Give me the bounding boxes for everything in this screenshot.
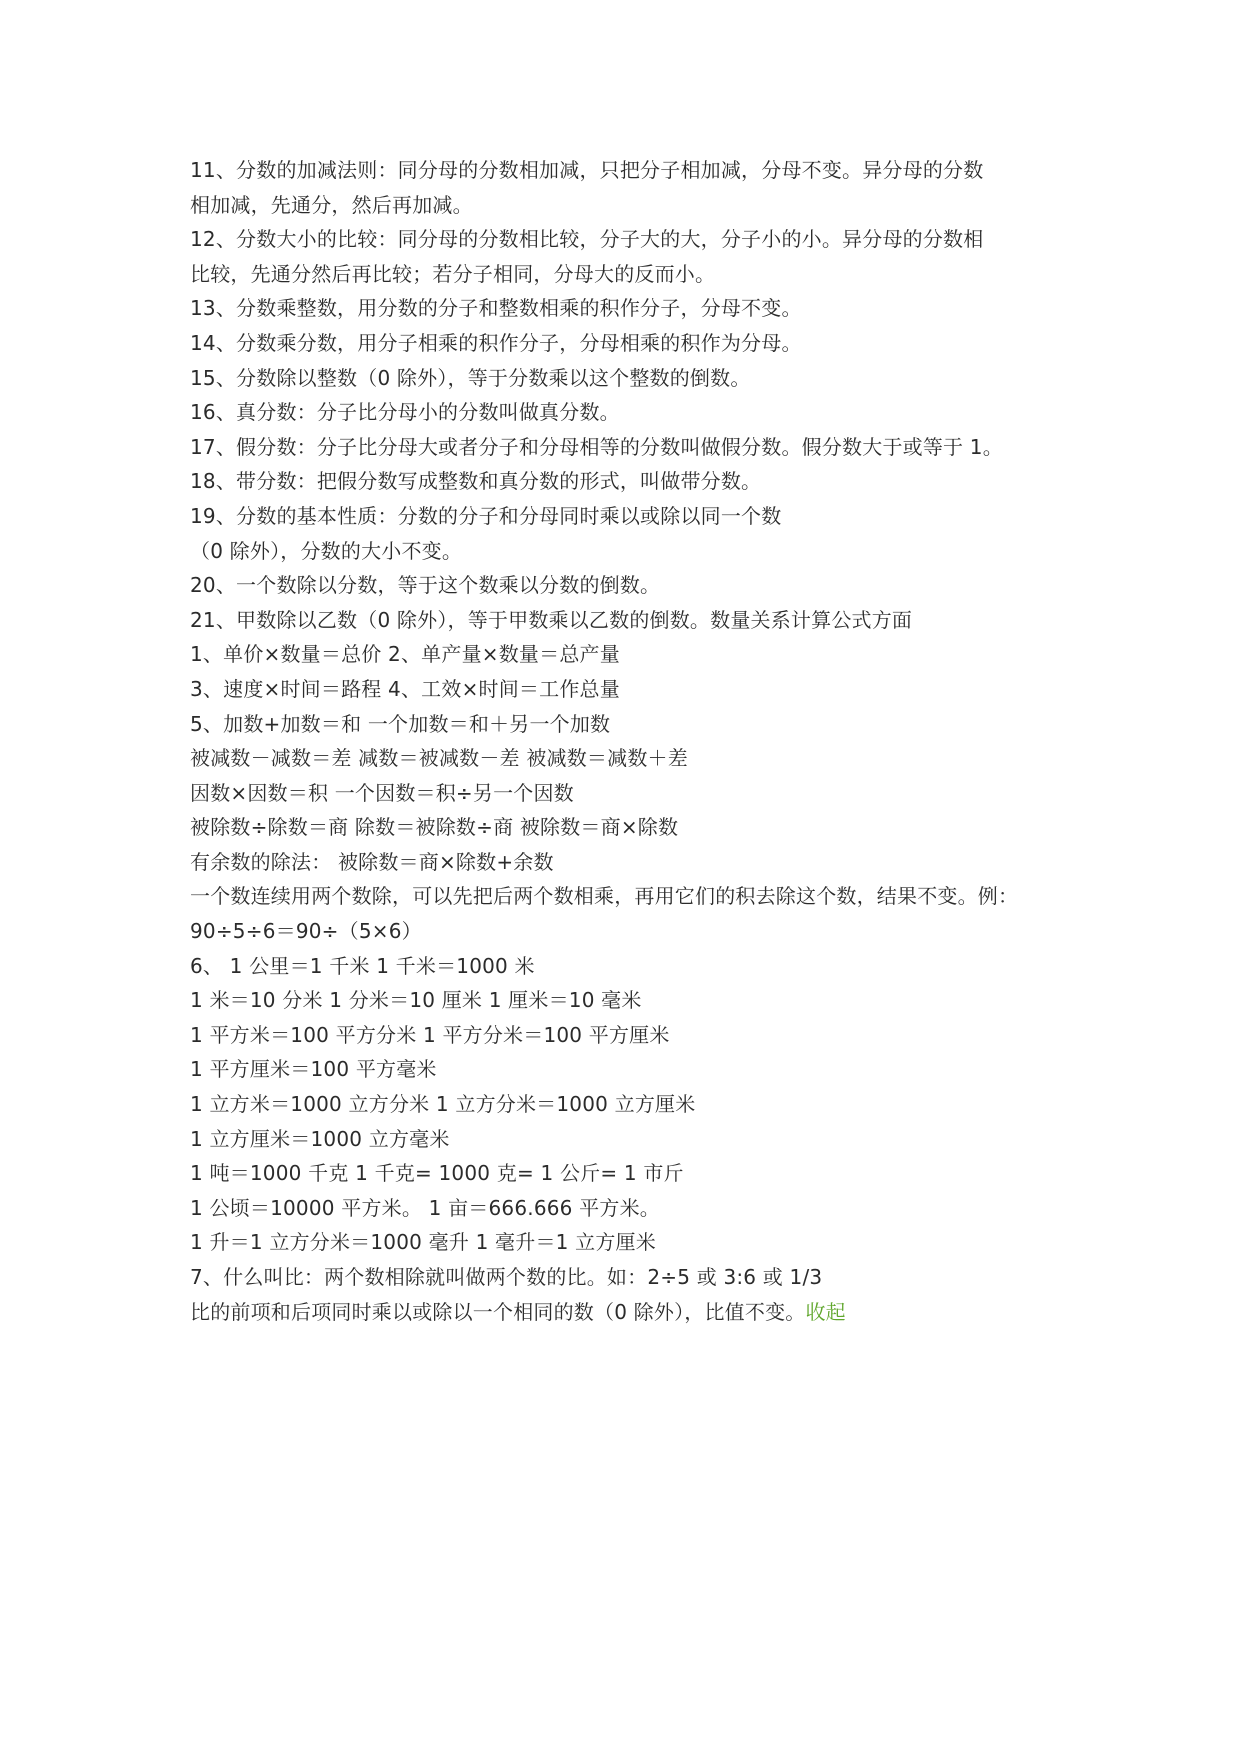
last-line-text: 比的前项和后项同时乘以或除以一个相同的数（0 除外），比值不变。	[190, 1299, 806, 1324]
text-line: 1 立方厘米＝1000 立方毫米	[190, 1126, 450, 1151]
text-line: 3、速度×时间＝路程 4、工效×时间＝工作总量	[190, 676, 620, 701]
text-line: 13、分数乘整数，用分数的分子和整数相乘的积作分子，分母不变。	[190, 296, 802, 321]
document-body	[190, 153, 1070, 1329]
text-line: 11、分数的加减法则：同分母的分数相加减，只把分子相加减，分母不变。异分母的分数	[190, 158, 984, 182]
text-line: 20、一个数除以分数，等于这个数乘以分数的倒数。	[190, 573, 661, 598]
text-line: 1 升＝1 立方分米＝1000 毫升 1 毫升＝1 立方厘米	[190, 1230, 656, 1255]
text-line: 被除数÷除数＝商 除数＝被除数÷商 被除数＝商×除数	[190, 815, 679, 840]
text-line: 比较，先通分然后再比较；若分子相同，分母大的反而小。	[190, 261, 716, 286]
text-line: 7、什么叫比：两个数相除就叫做两个数的比。如：2÷5 或 3:6 或 1/3	[190, 1265, 823, 1289]
last-line	[190, 1295, 1070, 1330]
text-line: 相加减，先通分，然后再加减。	[190, 192, 473, 217]
text-line: （0 除外），分数的大小不变。	[190, 538, 463, 563]
text-line: 90÷5÷6＝90÷（5×6）	[190, 919, 422, 944]
text-line: 1 吨＝1000 千克 1 千克= 1000 克= 1 公斤= 1 市斤	[190, 1161, 684, 1186]
text-line: 被减数－减数＝差 减数＝被减数－差 被减数＝减数＋差	[190, 746, 688, 771]
text-line: 一个数连续用两个数除，可以先把后两个数相乘，再用它们的积去除这个数，结果不变。例：	[190, 884, 1019, 909]
text-line: 14、分数乘分数，用分子相乘的积作分子，分母相乘的积作为分母。	[190, 330, 802, 355]
text-line: 1、单价×数量＝总价 2、单产量×数量＝总产量	[190, 642, 620, 667]
text-line: 17、假分数：分子比分母大或者分子和分母相等的分数叫做假分数。假分数大于或等于 1。	[190, 434, 1003, 459]
text-line: 5、加数+加数＝和 一个加数＝和＋另一个加数	[190, 711, 611, 736]
text-line: 6、 1 公里＝1 千米 1 千米＝1000 米	[190, 953, 535, 978]
text-line: 有余数的除法： 被除数＝商×除数+余数	[190, 849, 554, 874]
text-line: 19、分数的基本性质：分数的分子和分母同时乘以或除以同一个数	[190, 503, 782, 528]
text-line: 1 平方米＝100 平方分米 1 平方分米＝100 平方厘米	[190, 1022, 670, 1047]
text-line: 1 立方米＝1000 立方分米 1 立方分米＝1000 立方厘米	[190, 1092, 696, 1117]
text-line: 21、甲数除以乙数（0 除外），等于甲数乘以乙数的倒数。数量关系计算公式方面	[190, 607, 913, 632]
text-line: 因数×因数＝积 一个因数＝积÷另一个因数	[190, 780, 574, 805]
text-line: 1 米＝10 分米 1 分米＝10 厘米 1 厘米＝10 毫米	[190, 988, 642, 1013]
text-line: 18、带分数：把假分数写成整数和真分数的形式，叫做带分数。	[190, 469, 762, 494]
text-line: 15、分数除以整数（0 除外），等于分数乘以这个整数的倒数。	[190, 365, 751, 390]
text-line: 16、真分数：分子比分母小的分数叫做真分数。	[190, 400, 620, 425]
collapse-link[interactable]: 收起	[805, 1299, 846, 1324]
text-line: 1 平方厘米＝100 平方毫米	[190, 1057, 437, 1082]
text-line: 12、分数大小的比较：同分母的分数相比较，分子大的大，分子小的小。异分母的分数相	[190, 227, 984, 252]
text-line: 1 公顷＝10000 平方米。 1 亩＝666.666 平方米。	[190, 1195, 660, 1220]
